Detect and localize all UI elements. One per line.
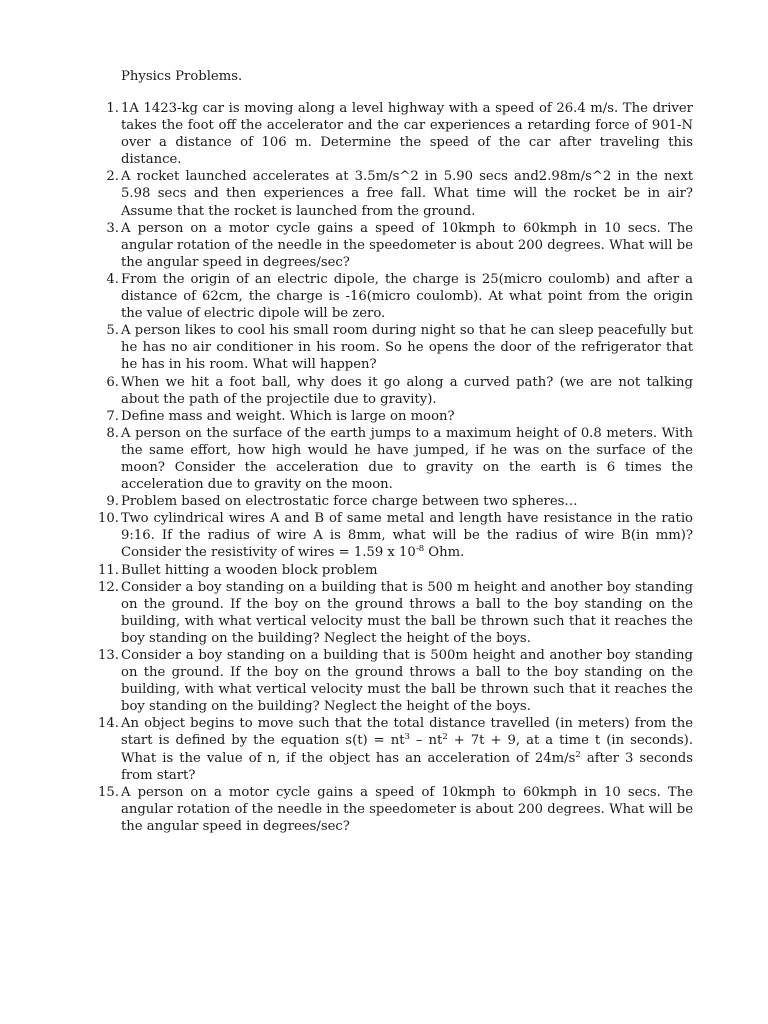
exponent: 2	[442, 732, 448, 743]
problem-text: A person likes to cool his small room during night so that he can sleep peacefully but he has no air conditioner in his room. So he opens the door of the refrigerator that he has in his room. What will happen?	[121, 323, 693, 373]
problem-text: Problem based on electrostatic force charge between two spheres…	[121, 494, 578, 510]
problem-text: When we hit a foot ball, why does it go along a curved path? (we are not talking about the path of the projectile due to gravity).	[121, 374, 693, 407]
problem-item	[95, 168, 693, 219]
problem-number: 12.	[98, 579, 119, 595]
problem-number: 7.	[106, 408, 119, 424]
problem-item	[95, 408, 693, 425]
document-title: Physics Problems.	[121, 69, 243, 84]
problem-number: 15.	[98, 784, 119, 800]
problem-list	[95, 100, 693, 835]
problem-text-part: after 3 seconds from start?	[121, 750, 694, 783]
problem-number: 2.	[106, 169, 119, 185]
problem-text: Bullet hitting a wooden block problem	[121, 562, 378, 578]
problem-item	[95, 579, 693, 647]
problem-text: Define mass and weight. Which is large on moon?	[121, 408, 455, 424]
problem-item	[95, 322, 693, 373]
problem-number: 9.	[106, 494, 119, 510]
problem-text: Consider a boy standing on a building that is 500m height and another boy standing on the ground. If the boy on the ground throws a ball to the boy standing on the building, with what vertical velocity must the ball be thrown such that it reaches the boy standing on the building? Neglect the height of the boys.	[121, 648, 693, 715]
problem-item	[95, 100, 693, 168]
problem-text-part: Ohm.	[424, 545, 465, 561]
problem-text: A person on a motor cycle gains a speed of 10kmph to 60kmph in 10 secs. The angular rotation of the needle in the speedometer is about 200 degrees. What will be the angular speed in degrees/sec?	[121, 784, 693, 834]
problem-number: 6.	[106, 374, 119, 390]
problem-text: A rocket launched accelerates at 3.5m/s^2 in 5.90 secs and2.98m/s^2 in the next 5.98 secs and then experiences a free fall. What time will the rocket be in air? Assume that the rocket is launched from the ground.	[121, 169, 693, 219]
problem-item	[95, 784, 693, 835]
problem-item	[95, 647, 693, 715]
problem-number: 11.	[98, 562, 119, 578]
problem-item	[95, 425, 693, 493]
problem-item	[95, 271, 693, 322]
exponent: 2	[575, 749, 581, 760]
problem-text-part: + 7t + 9, at a time t (in seconds). What is the value of n, if the object has an acceleration of 24m/s	[121, 733, 694, 766]
problem-item	[95, 562, 693, 579]
problem-text: 1A 1423-kg car is moving along a level highway with a speed of 26.4 m/s. The driver takes the foot off the accelerator and the car experiences a retarding force of 901-N over a distance of 106 m. Determine the speed of the car after traveling this distance.	[121, 101, 693, 168]
problem-number: 5.	[106, 323, 119, 339]
problem-number: 1.	[106, 101, 119, 116]
problem-item	[95, 715, 693, 783]
problem-text-part: – nt	[409, 733, 443, 749]
problem-text	[121, 715, 693, 783]
problem-text	[121, 510, 693, 561]
problem-text: A person on the surface of the earth jumps to a maximum height of 0.8 meters. With the same effort, how high would he have jumped, if he was on the surface of the moon? Consider the acceleration due to gravity on the earth is 6 times the acceleration due to gravity on the moon.	[121, 425, 693, 493]
problem-number: 4.	[106, 271, 119, 287]
problem-text: A person on a motor cycle gains a speed of 10kmph to 60kmph in 10 secs. The angular rotation of the needle in the speedometer is about 200 degrees. What will be the angular speed in degrees/sec?	[121, 220, 693, 270]
problem-item	[95, 510, 693, 561]
problem-number: 3.	[106, 220, 119, 236]
problem-text-part: Two cylindrical wires A and B of same metal and length have resistance in the ratio 9:16. If the radius of wire A is 8mm, what will be the radius of wire B(in mm)? Consider the resistivity of wires = 1.59 x 10	[121, 511, 693, 561]
problem-text: From the origin of an electric dipole, the charge is 25(micro coulomb) and after a distance of 62cm, the charge is -16(micro coulomb). At what point from the origin the value of electric dipole will be zero.	[121, 271, 693, 322]
problem-text: Consider a boy standing on a building that is 500 m height and another boy standing on the ground. If the boy on the ground throws a ball to the boy standing on the building, with what vertical velocity must the ball be thrown such that it reaches the boy standing on the building? Neglect the height of the boys.	[121, 579, 693, 646]
problem-item	[95, 220, 693, 271]
problem-number: 13.	[98, 648, 119, 663]
problem-number: 8.	[106, 425, 119, 441]
problem-number: 14.	[98, 716, 119, 732]
problem-item	[95, 493, 693, 510]
problem-text-part: An object begins to move such that the total distance travelled (in meters) from the start is defined by the equation s(t) = nt	[121, 716, 693, 749]
exponent: -8	[415, 544, 425, 555]
problem-item	[95, 374, 693, 408]
exponent: 3	[404, 732, 410, 743]
problem-number: 10.	[98, 511, 119, 527]
